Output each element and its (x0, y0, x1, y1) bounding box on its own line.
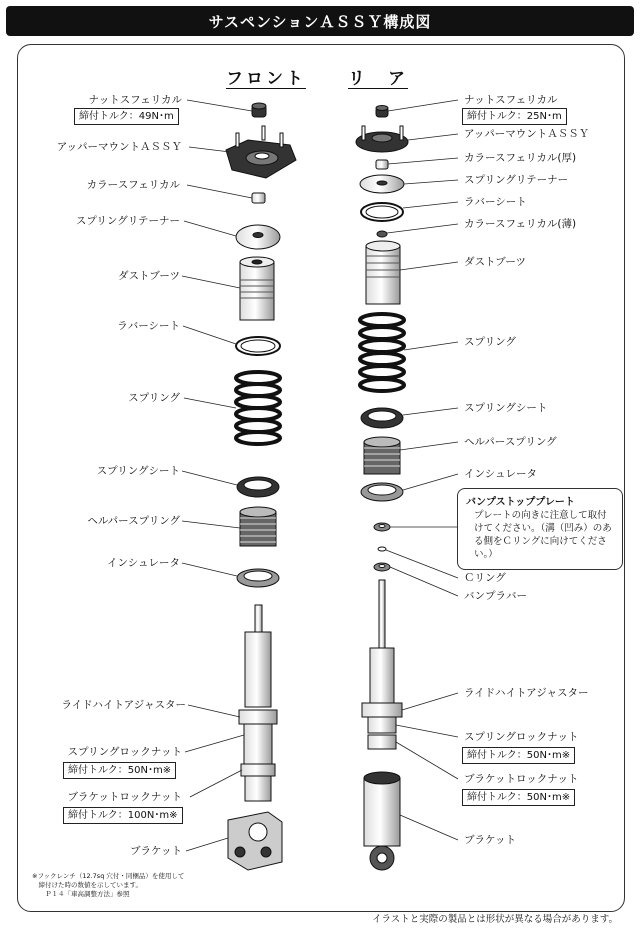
front-spring-seat (237, 477, 279, 497)
front-retainer (236, 225, 280, 249)
rear-heading: リ ア (348, 69, 408, 89)
rear-rubber-seat (361, 203, 403, 221)
rear-damper (362, 580, 402, 749)
rear-insulator-label: インシュレータ (464, 468, 538, 480)
rear-c-ring-label: Ｃリング (464, 572, 506, 584)
rear-spring-label: スプリング (464, 336, 516, 348)
page-title: サスペンションＡＳＳＹ構成図 (6, 6, 634, 36)
rear-nut (376, 106, 388, 118)
rear-collar-thin (377, 231, 387, 237)
front-spring-label: スプリング (128, 392, 180, 404)
front-upper-mount (226, 126, 296, 178)
front-collar-label: カラースフェリカル (86, 179, 180, 191)
rear-collar-thin-label: カラースフェリカル(薄) (464, 218, 577, 230)
rear-bump-rubber-label: バンプラバー (464, 590, 527, 602)
bump-stop-plate-callout (457, 488, 623, 570)
rear-bracket-nut-torque: 締付トルク：50N･m※ (462, 789, 575, 806)
rear-boot-label: ダストブーツ (464, 256, 526, 268)
front-bracket-nut-torque: 締付トルク：100N･m※ (63, 807, 183, 824)
rear-upper-mount-label: アッパーマウントＡＳＳＹ (464, 128, 590, 140)
front-insulator (237, 569, 279, 587)
rear-lock-nut-label: スプリングロックナット (464, 731, 579, 743)
rear-bracket (364, 772, 400, 870)
front-spring-seat-label: スプリングシート (96, 465, 180, 477)
rear-retainer-label: スプリングリテーナー (464, 174, 569, 186)
front-nut-label: ナットスフェリカル (88, 94, 182, 106)
rear-adjuster-label: ライドハイトアジャスター (464, 687, 589, 699)
wrench-note: ※フックレンチ（12.7sq 穴付・同梱品）を使用して 締付けた時の数値を示しています。 Ｐ１４「車高調整方法」参照 (32, 872, 185, 898)
rear-bump-stop-plate (374, 523, 390, 531)
rear-rubber-label: ラバーシート (464, 196, 527, 208)
front-retainer-label: スプリングリテーナー (75, 215, 180, 227)
front-lock-nut-label: スプリングロックナット (67, 746, 182, 758)
rear-upper-mount (356, 126, 408, 152)
front-rubber-seat (236, 337, 280, 355)
front-heading: フロント (226, 69, 306, 89)
rear-bracket-nut-label: ブラケットロックナット (464, 773, 579, 785)
front-boot-label: ダストブーツ (118, 270, 180, 282)
rear-collar-thick (376, 160, 388, 169)
rear-nut-label: ナットスフェリカル (464, 94, 558, 106)
rear-bracket-label: ブラケット (464, 834, 516, 846)
front-collar (252, 193, 265, 203)
rear-lock-nut-torque: 締付トルク：50N･m※ (462, 747, 575, 764)
front-rubber-label: ラバーシート (117, 320, 180, 332)
front-helper-label: ヘルパースプリング (87, 515, 180, 527)
front-insulator-label: インシュレータ (106, 557, 180, 569)
disclaimer-footer: イラストと実際の製品とは形状が異なる場合があります。 (372, 914, 618, 925)
front-bracket-label: ブラケット (130, 845, 182, 857)
front-bracket (228, 812, 282, 870)
callout-body: プレートの向きに注意して取付けてください。（溝（凹み）のある側をＣリングに向けてください。） (474, 510, 612, 560)
rear-helper-label: ヘルパースプリング (464, 436, 557, 448)
rear-helper-spring (364, 437, 400, 474)
front-helper-spring (240, 507, 276, 546)
front-adjuster-label: ライドハイトアジャスター (61, 699, 186, 711)
rear-spring (360, 314, 404, 391)
front-bracket-nut-label: ブラケットロックナット (67, 791, 182, 803)
front-dust-boot (240, 257, 274, 320)
rear-dust-boot (366, 241, 400, 304)
rear-collar-thick-label: カラースフェリカル(厚) (464, 152, 577, 164)
rear-c-ring (378, 547, 386, 551)
rear-spring-seat (361, 408, 403, 428)
rear-spring-seat-label: スプリングシート (464, 402, 548, 414)
callout-title: バンプストッププレート (466, 497, 575, 508)
rear-insulator (361, 483, 403, 501)
front-lock-nut-torque: 締付トルク：50N･m※ (63, 762, 176, 779)
front-nut (252, 103, 266, 117)
front-damper (239, 605, 277, 801)
rear-bump-rubber (374, 563, 390, 571)
rear-nut-torque: 締付トルク：25N･m (462, 108, 567, 125)
rear-retainer (360, 175, 404, 193)
front-spring (236, 372, 280, 444)
front-upper-mount-label: アッパーマウントＡＳＳＹ (56, 141, 182, 153)
front-nut-torque: 締付トルク：49N･m (74, 108, 179, 125)
